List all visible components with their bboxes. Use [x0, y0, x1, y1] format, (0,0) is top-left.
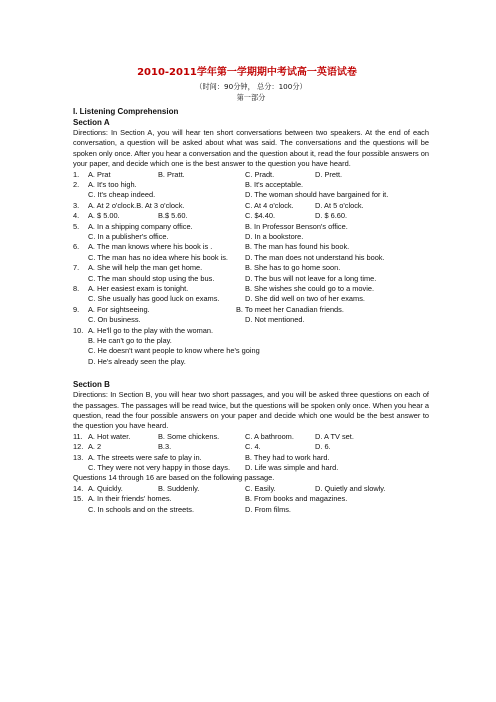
answer-option: D. In a bookstore.: [245, 232, 304, 242]
answer-option: B. Pratt.: [158, 169, 185, 179]
answer-option: B. She has to go home soon.: [245, 263, 341, 273]
answer-option: C. $4.40.: [245, 211, 275, 221]
answer-option: B. He can't go to the play.: [88, 336, 172, 346]
question-row: [73, 232, 429, 242]
question-number: 2.: [73, 180, 80, 190]
question-row: [73, 505, 429, 515]
answer-option: D. From films.: [245, 504, 291, 514]
question-row: [73, 201, 429, 211]
question-number: [73, 357, 88, 367]
question-number: 15.: [73, 494, 84, 504]
answer-option: B. From books and magazines.: [245, 494, 348, 504]
answer-option: B. She wishes she could go to a movie.: [245, 284, 374, 294]
answer-option: B. In Professor Benson's office.: [245, 221, 348, 231]
answer-option: D. The bus will not leave for a long time.: [245, 273, 377, 283]
answer-option: D. Life was simple and hard.: [245, 463, 339, 473]
answer-option: C. A bathroom.: [245, 431, 294, 441]
question-number: 4.: [73, 211, 80, 221]
answer-option: A. At 2 o'clock.B. At 3 o'clock.: [88, 200, 185, 210]
question-row: [73, 253, 429, 263]
question-number: [73, 336, 88, 346]
question-number: [73, 190, 88, 200]
answer-option: A. The streets were safe to play in.: [88, 452, 202, 462]
question-number: 5.: [73, 221, 80, 231]
answer-option: B. To meet her Canadian friends.: [236, 304, 344, 314]
answer-option: B. The man has found his book.: [245, 242, 350, 252]
answer-option: C. The man has no idea where his book is.: [88, 252, 228, 262]
section-b-questions-2: [73, 484, 429, 515]
answer-option: A. Prat: [88, 169, 111, 179]
question-row: [73, 315, 429, 325]
question-row: [73, 274, 429, 284]
answer-option: A. It's too high.: [88, 180, 137, 190]
answer-option: A. Quickly.: [88, 483, 123, 493]
answer-option: B. They had to work hard.: [245, 452, 330, 462]
question-row: [73, 453, 429, 463]
answer-option: D. She did well on two of her exams.: [245, 294, 365, 304]
question-number: 14.: [73, 483, 84, 493]
question-number: [73, 294, 88, 304]
answer-option: C. 4.: [245, 442, 261, 452]
question-row: [73, 346, 429, 356]
question-row: [73, 222, 429, 232]
question-row: [73, 494, 429, 504]
answer-option: C. Pradt.: [245, 169, 275, 179]
question-number: 3.: [73, 200, 80, 210]
answer-option: B. Some chickens.: [158, 431, 220, 441]
question-row: [73, 284, 429, 294]
answer-option: D. The man does not understand his book.: [245, 252, 385, 262]
answer-option: D. $ 6.60.: [315, 211, 348, 221]
question-row: [73, 326, 429, 336]
question-number: [73, 315, 88, 325]
answer-option: A. $ 5.00.: [88, 211, 120, 221]
part-label: 第一部分: [236, 93, 266, 102]
question-row: [73, 432, 429, 442]
question-number: [73, 274, 88, 284]
question-number: [73, 505, 88, 515]
exam-subtitle: （时间：90分钟， 总分：100分）: [195, 82, 307, 91]
question-row: [73, 263, 429, 273]
question-row: [73, 170, 429, 180]
exam-page: [73, 66, 429, 515]
answer-option: A. Her easiest exam is tonight.: [88, 284, 189, 294]
answer-option: A. She will help the man get home.: [88, 263, 203, 273]
answer-option: C. The man should stop using the bus.: [88, 273, 215, 283]
question-number: [73, 253, 88, 263]
section-b-heading: Section B: [73, 380, 110, 390]
answer-option: C. They were not very happy in those days.: [88, 463, 231, 473]
section-a-heading: Section A: [73, 118, 110, 127]
answer-option: A. In a shipping company office.: [88, 221, 193, 231]
question-row: [73, 442, 429, 452]
answer-option: D. The woman should have bargained for it.: [245, 190, 389, 200]
answer-option: C. He doesn't want people to know where he's going: [88, 346, 260, 356]
answer-option: B. Suddenly.: [158, 483, 200, 493]
answer-option: A. Hot water.: [88, 431, 131, 441]
question-number: [73, 463, 88, 473]
question-row: [73, 305, 429, 315]
answer-option: C. At 4 o'clock.: [245, 200, 294, 210]
question-row: [73, 484, 429, 494]
answer-option: D. 6.: [315, 442, 331, 452]
answer-option: D. He's already seen the play.: [88, 356, 186, 366]
section-b-directions: Directions: In Section B, you will hear two short passages, and you will be asked three questions on each of the passages. The passages will be read twice, but the questions will be spoken only once. When you hear a question, read the four possible answers on your paper and decide which one would be the best answer to the question you have heard.: [73, 390, 429, 431]
question-number: 1.: [73, 169, 80, 179]
answer-option: D. A TV set.: [315, 431, 354, 441]
answer-option: B. It's acceptable.: [245, 180, 304, 190]
answer-option: A. For sightseeing.: [88, 304, 150, 314]
question-row: [73, 463, 429, 473]
question-number: 6.: [73, 242, 80, 252]
answer-option: C. It's cheap indeed.: [88, 190, 156, 200]
section-b-questions: [73, 432, 429, 474]
answer-option: A. In their friends' homes.: [88, 494, 172, 504]
answer-option: D. At 5 o'clock.: [315, 200, 364, 210]
section-heading: I. Listening Comprehension: [73, 107, 179, 116]
question-row: [73, 294, 429, 304]
question-number: 11.: [73, 431, 83, 441]
exam-title: 2010-2011学年第一学期期中考试高一英语试卷: [137, 67, 357, 78]
passage-note: Questions 14 through 16 are based on the following passage.: [73, 473, 275, 483]
question-number: 7.: [73, 263, 80, 273]
section-a-questions: [73, 170, 429, 368]
answer-option: A. He'll go to the play with the woman.: [88, 325, 214, 335]
answer-option: C. She usually has good luck on exams.: [88, 294, 220, 304]
answer-option: C. Easily.: [245, 483, 276, 493]
question-number: [73, 346, 88, 356]
question-number: 9.: [73, 304, 80, 314]
answer-option: A. 2: [88, 442, 102, 452]
answer-option: B.3.: [158, 442, 172, 452]
answer-option: B.$ 5.60.: [158, 211, 188, 221]
answer-option: C. In a publisher's office.: [88, 232, 169, 242]
question-row: [73, 180, 429, 190]
question-row: [73, 242, 429, 252]
answer-option: D. Quietly and slowly.: [315, 483, 386, 493]
question-row: [73, 211, 429, 221]
answer-option: C. In schools and on the streets.: [88, 504, 194, 514]
section-a-directions: Directions: In Section A, you will hear ten short conversations between two speakers. At the end of each conversation, a question will be asked about what was said. The conversations and the questions will be spoken only once. After you hear a conversation and the question about it, read the four possible answers on your paper, and decide which one is the best answer to the question you have heard.: [73, 128, 429, 169]
answer-option: A. The man knows where his book is .: [88, 242, 213, 252]
question-number: 10.: [73, 325, 84, 335]
question-number: [73, 232, 88, 242]
question-number: 12.: [73, 442, 84, 452]
question-row: [73, 357, 429, 367]
question-row: [73, 336, 429, 346]
question-row: [73, 190, 429, 200]
answer-option: C. On business.: [88, 315, 141, 325]
question-number: 8.: [73, 284, 80, 294]
question-number: 13.: [73, 452, 84, 462]
answer-option: D. Prett.: [315, 169, 343, 179]
answer-option: D. Not mentioned.: [245, 315, 305, 325]
